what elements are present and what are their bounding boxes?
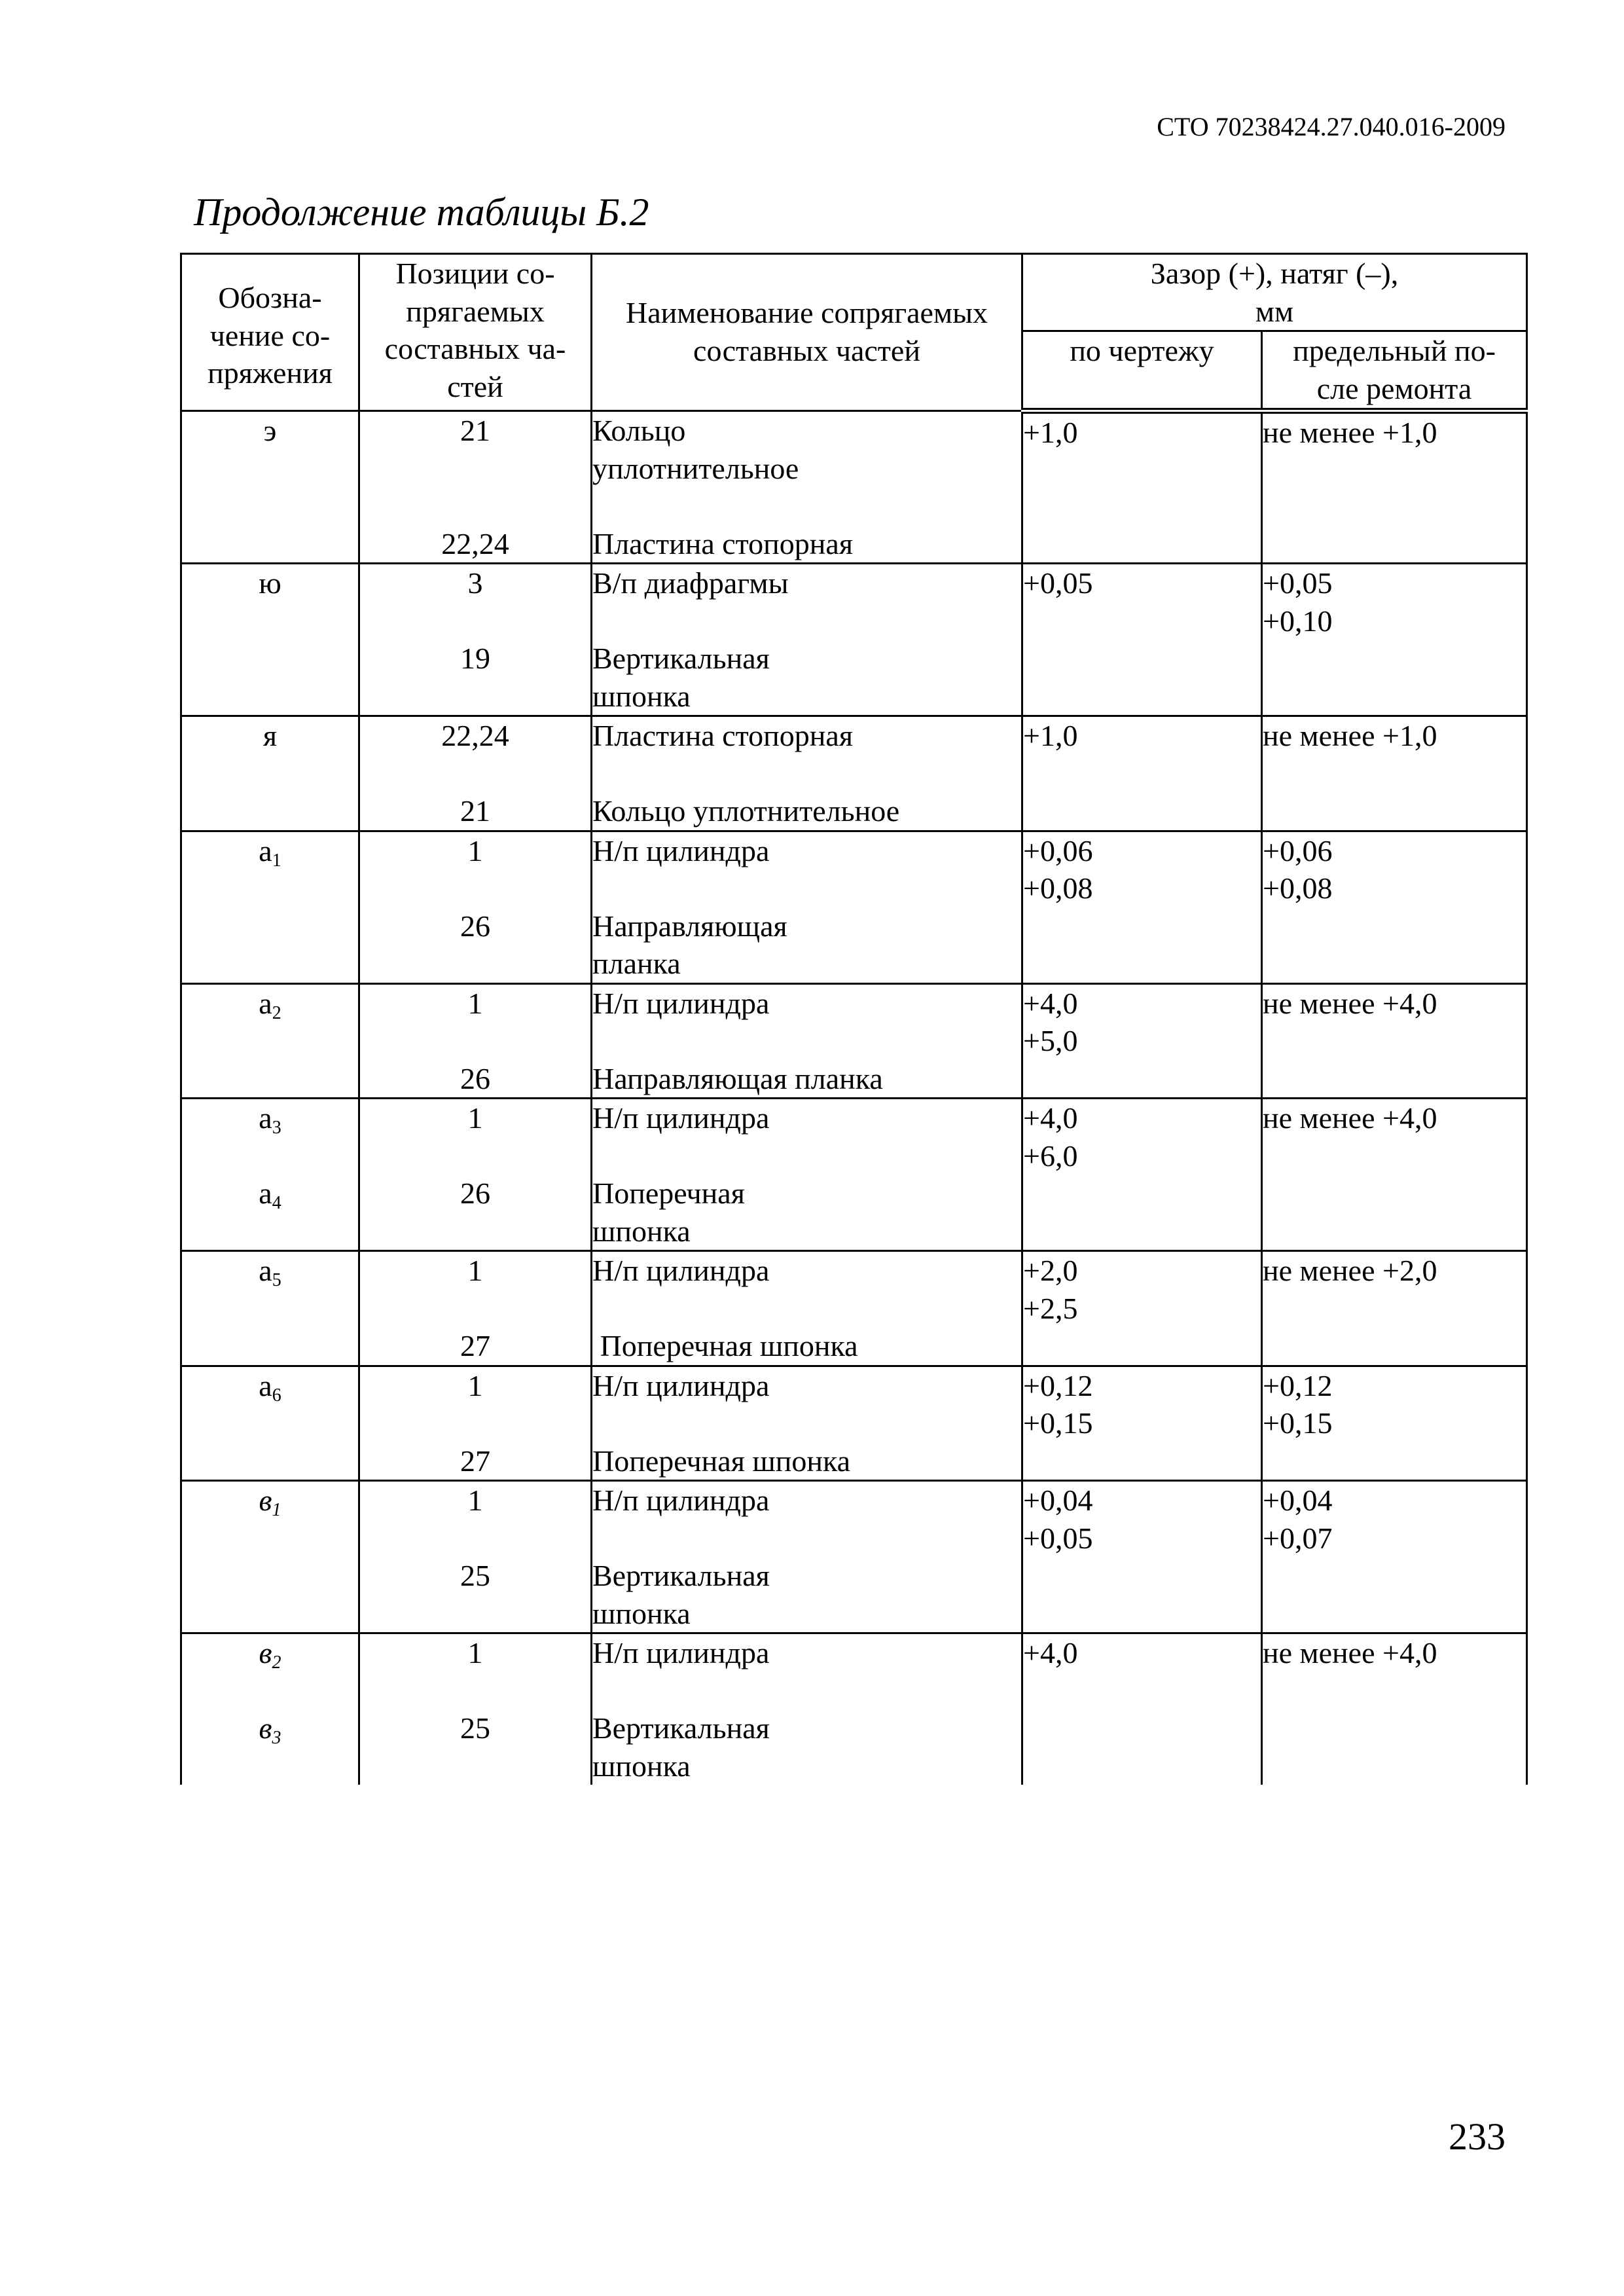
cell-naimenovanie: Н/п цилиндра Направляющая планка	[592, 983, 1022, 1099]
cell-oboznachenie: $а_1$	[181, 831, 359, 983]
cell-pozicii: 1 27	[359, 1366, 592, 1481]
cell-pozicii: 21 22,24	[359, 411, 592, 564]
cell-oboznachenie: я	[181, 716, 359, 831]
header-pozicii: Позиции со- прягаемых составных ча- стей	[359, 254, 592, 411]
cell-pozicii: 1 26	[359, 831, 592, 983]
cell-predelny: не менее +1,0	[1262, 716, 1527, 831]
cell-po-chertezhu: +0,05	[1022, 564, 1262, 716]
cell-po-chertezhu: +4,0	[1022, 1633, 1262, 1785]
cell-naimenovanie: Пластина стопорная Кольцо уплотнительное	[592, 716, 1022, 831]
cell-oboznachenie: $а_2$	[181, 983, 359, 1099]
cell-naimenovanie: Н/п цилиндра Поперечная шпонка	[592, 1366, 1022, 1481]
mating-parts-table	[180, 253, 1528, 1785]
header-naimenovanie: Наименование сопрягаемых составных частей	[592, 254, 1022, 411]
cell-naimenovanie: Н/п цилиндра Вертикальная шпонка	[592, 1481, 1022, 1633]
cell-pozicii: 22,24 21	[359, 716, 592, 831]
cell-po-chertezhu: +0,12 +0,15	[1022, 1366, 1262, 1481]
cell-oboznachenie: э	[181, 411, 359, 564]
cell-pozicii: 1 25	[359, 1633, 592, 1785]
table-row	[181, 1251, 1527, 1366]
header-zazor: Зазор (+), натяг (–), мм	[1022, 254, 1527, 331]
cell-predelny: не менее +4,0	[1262, 983, 1527, 1099]
cell-po-chertezhu: +0,06 +0,08	[1022, 831, 1262, 983]
table-caption: Продолжение таблицы Б.2	[194, 191, 649, 234]
cell-pozicii: 1 27	[359, 1251, 592, 1366]
cell-naimenovanie: Н/п цилиндра Поперечная шпонка	[592, 1099, 1022, 1251]
cell-po-chertezhu: +4,0 +6,0	[1022, 1099, 1262, 1251]
cell-oboznachenie: $а_6$	[181, 1366, 359, 1481]
cell-oboznachenie: $а_3$ $а_4$	[181, 1099, 359, 1251]
cell-po-chertezhu: +1,0	[1022, 716, 1262, 831]
cell-oboznachenie: $в_1$	[181, 1481, 359, 1633]
cell-oboznachenie: ю	[181, 564, 359, 716]
table-row	[181, 1481, 1527, 1633]
cell-predelny: не менее +2,0	[1262, 1251, 1527, 1366]
page-number: 233	[1449, 2115, 1506, 2158]
cell-pozicii: 3 19	[359, 564, 592, 716]
header-predelny: предельный по- сле ремонта	[1262, 331, 1527, 411]
cell-po-chertezhu: +0,04 +0,05	[1022, 1481, 1262, 1633]
table-row	[181, 1366, 1527, 1481]
cell-naimenovanie: Н/п цилиндра Вертикальная шпонка	[592, 1633, 1022, 1785]
cell-naimenovanie: Н/п цилиндра Направляющая планка	[592, 831, 1022, 983]
table-row	[181, 716, 1527, 831]
cell-naimenovanie: Н/п цилиндра Поперечная шпонка	[592, 1251, 1022, 1366]
header-po-chertezhu: по чертежу	[1022, 331, 1262, 411]
cell-pozicii: 1 25	[359, 1481, 592, 1633]
cell-oboznachenie: $в_2$ $в_3$	[181, 1633, 359, 1785]
table-row	[181, 564, 1527, 716]
cell-predelny: не менее +4,0	[1262, 1633, 1527, 1785]
cell-predelny: +0,06 +0,08	[1262, 831, 1527, 983]
cell-naimenovanie: В/п диафрагмы Вертикальная шпонка	[592, 564, 1022, 716]
table-row	[181, 411, 1527, 564]
cell-pozicii: 1 26	[359, 983, 592, 1099]
cell-po-chertezhu: +4,0 +5,0	[1022, 983, 1262, 1099]
cell-po-chertezhu: +1,0	[1022, 411, 1262, 564]
cell-predelny: +0,04 +0,07	[1262, 1481, 1527, 1633]
document-code: СТО 70238424.27.040.016-2009	[1157, 112, 1506, 141]
cell-oboznachenie: $а_5$	[181, 1251, 359, 1366]
cell-naimenovanie: Кольцо уплотнительное Пластина стопорная	[592, 411, 1022, 564]
table-row	[181, 1633, 1527, 1785]
table-row	[181, 983, 1527, 1099]
cell-predelny: не менее +1,0	[1262, 411, 1527, 564]
table-row	[181, 831, 1527, 983]
cell-predelny: не менее +4,0	[1262, 1099, 1527, 1251]
cell-pozicii: 1 26	[359, 1099, 592, 1251]
cell-predelny: +0,05 +0,10	[1262, 564, 1527, 716]
header-oboznachenie: Обозна- чение со- пряжения	[181, 254, 359, 411]
cell-po-chertezhu: +2,0 +2,5	[1022, 1251, 1262, 1366]
table-row	[181, 1099, 1527, 1251]
cell-predelny: +0,12 +0,15	[1262, 1366, 1527, 1481]
